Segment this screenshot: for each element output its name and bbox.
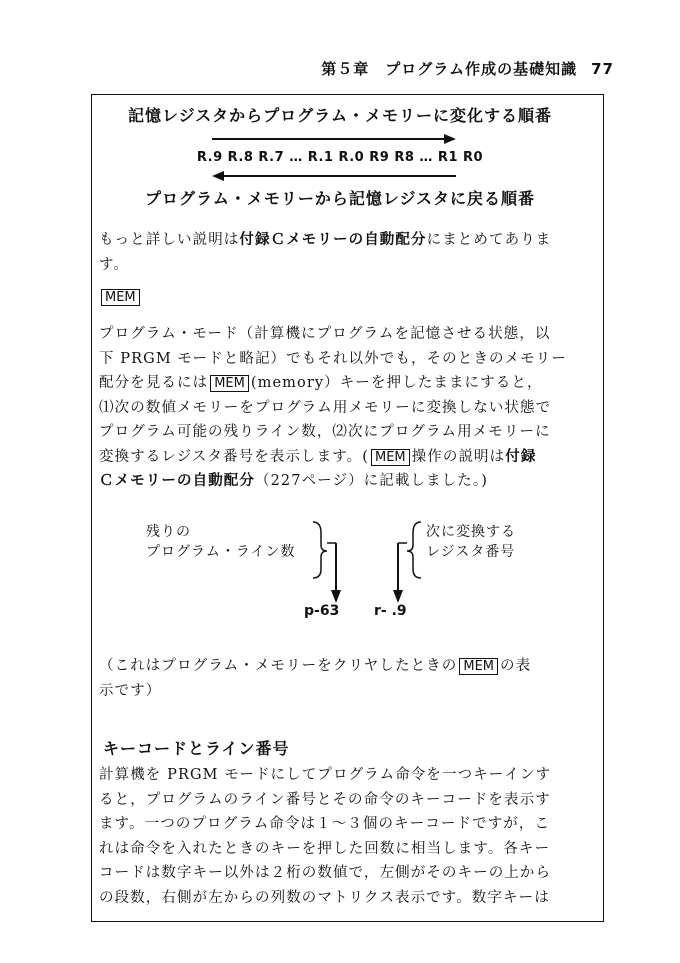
next-register-label: 次に変換する レジスタ番号 xyxy=(426,524,516,560)
register-sequence: R.9 R.8 R.7 … R.1 R.0 R9 R8 … R1 R0 xyxy=(196,150,484,165)
mem-key-inline: MEM xyxy=(210,375,249,392)
keycode-description: 計算機を PRGM モードにしてプログラム命令を一つキーインす ると，プログラムのライン番号とその命令のキーコードを表示す ます。一つのプログラム命令は１～３個のキーコードですが，こ れは命令を入れたときのキーを押した回数に相当します。各キー コードは数字キー以外は２桁の数値で，左側がそのキーの上から の段数，右側が左からの列数のマトリクス表示です。数字キーは xyxy=(99,767,552,906)
display-note: （これはプログラム・メモリーをクリヤしたときの MEM の表 示です） xyxy=(99,658,532,699)
mem-key-label: MEM xyxy=(101,289,140,306)
right-brace xyxy=(407,522,421,578)
right-down-arrow-head xyxy=(393,590,403,603)
forward-arrow-head xyxy=(444,134,456,144)
display-register-value: r- .9 xyxy=(374,603,407,619)
mem-key-inline: MEM xyxy=(371,449,410,466)
left-brace xyxy=(313,522,327,578)
page-number: 77 xyxy=(591,60,614,78)
appendix-reference: もっと詳しい説明は付録Ｃメモリーの自動配分にまとめてありま す。 xyxy=(99,232,552,273)
remaining-lines-label: 残りの プログラム・ライン数 xyxy=(146,524,296,560)
forward-order-caption: 記憶レジスタからプログラム・メモリーに変化する順番 xyxy=(128,106,552,125)
display-lines-value: p-63 xyxy=(304,603,340,619)
mem-key-description: プログラム・モード（計算機にプログラムを記憶させる状態，以 下 PRGM モードと略記）でもそれ以外でも，そのときのメモリー 配分を見るには MEM (memory）キーを押したままにすると， ⑴次の数値メモリーをプログラム用メモリーに変換しない状態で プログラム可能の残りライン数，⑵次にプログラム用メモリーに 変換するレジスタ番号を表示します。( MEM 操作の説明は付録 Ｃメモリーの自動配分（227ページ）に記載しました。) xyxy=(99,326,567,489)
reverse-order-caption: プログラム・メモリーから記憶レジスタに戻る順番 xyxy=(145,189,535,208)
reverse-arrow-head xyxy=(212,171,224,181)
left-down-arrow-head xyxy=(331,590,341,603)
section-heading: キーコードとライン番号 xyxy=(103,739,290,758)
chapter-title: 第５章 プログラム作成の基礎知識 xyxy=(321,60,578,78)
mem-key-heading xyxy=(99,286,142,306)
mem-key-inline: MEM xyxy=(459,658,498,675)
